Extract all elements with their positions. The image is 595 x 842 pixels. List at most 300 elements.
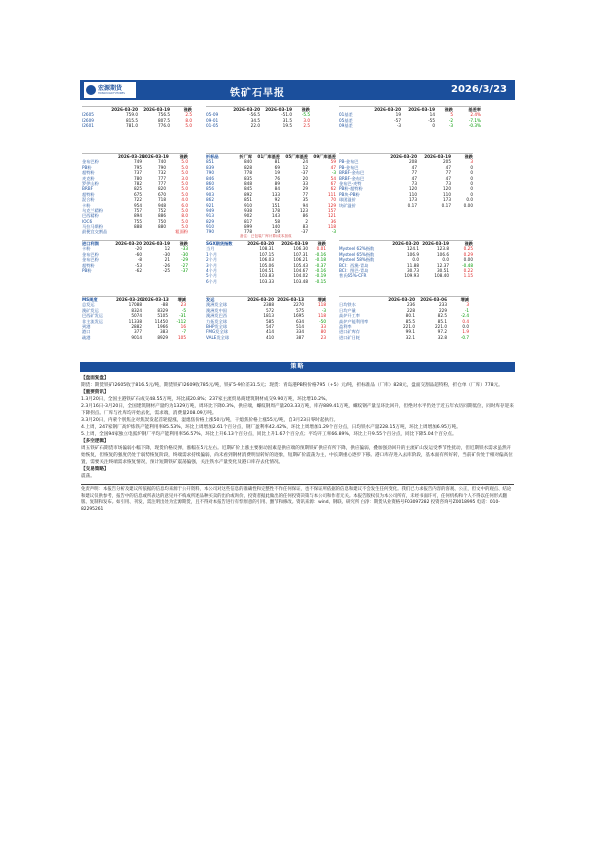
table-header-cell: 2026-03-19: [422, 241, 449, 246]
table-cell: BCI：图巴-青岛: [339, 267, 369, 273]
table-header-cell: 05厂库基差: [285, 154, 308, 159]
table-cell: 99.1: [405, 329, 415, 335]
table-cell: 09基差: [339, 123, 353, 129]
table-cell: 高炉开工率: [339, 313, 360, 319]
table-cell: 0.25: [463, 246, 473, 252]
news-item: 1.3月20日，全国主港铁矿石成交48.55万吨，环比减20.8%；237家主流贸易商建筑钢材成交9.90万吨，环比增10.2%。: [81, 397, 331, 402]
table-cell: 5.0: [181, 170, 188, 176]
table-cell: 0.0: [466, 197, 473, 203]
table-cell: 817: [244, 218, 252, 224]
table-cell: 778: [244, 229, 252, 235]
table-cell: 力拓发全球: [206, 318, 227, 324]
table-cell: 5.0: [181, 164, 188, 170]
advice-title: 【交易策略】: [81, 467, 109, 472]
table-cell: 0: [470, 175, 473, 181]
table-cell: 8.0: [181, 213, 188, 219]
table-cell: 756.5: [158, 112, 170, 118]
table-cell: 85.1: [437, 318, 447, 324]
table-cell: -5: [181, 307, 186, 313]
table-cell: 104.02: [293, 273, 308, 279]
table-cell: 0.00: [463, 257, 473, 263]
table-cell: BRBF-金布巴: [339, 175, 365, 181]
table-cell: -0.3%: [468, 123, 481, 129]
table-cell: 77: [411, 170, 417, 176]
table-cell: 547: [266, 323, 274, 329]
table-cell: -37: [181, 267, 188, 273]
table-row: [339, 203, 473, 208]
table-header-cell: 涨跌: [317, 241, 326, 246]
view-text: 周五铁矿石期货市场偏弱小幅下降，现货价格反弹，涨幅在5元左右。近期矿价上涨主要驱动因素是供应端的预期铁矿供应有所下降，供应偏弱，叠加强劲回升的主流矿山发运受季节性扰动，但近期铁水需求虽然开始恢复，但恢复的强度仍处于弱势恢复阶段，终端需求持续偏弱，尚未看到钢材消费明显转好的迹象，短期矿价震荡为主，中长期重心逐步下移。港口库存进入去库阶段，基本面有所好转，当前矿价处于相对偏高位置，需要关注终端需求恢复情况，预计短期铁矿震荡偏强，关注铁水产量变化及港口库存去化情况。: [81, 446, 513, 465]
logo-text: 宏源期货: [98, 84, 123, 92]
table-cell: 6个月: [206, 278, 218, 284]
table-cell: 73: [445, 180, 451, 186]
table-header-cell: 2026-03-13: [142, 297, 169, 302]
table-cell: 港口: [82, 329, 91, 335]
table-cell: 732: [158, 170, 166, 176]
table-cell: 20: [302, 175, 308, 181]
table-cell: 97.2: [437, 329, 447, 335]
table-cell: 107.31: [293, 251, 308, 257]
table-cell: 910: [206, 224, 214, 230]
table-cell: 2.4%: [470, 112, 481, 118]
table-cell: 752: [158, 207, 166, 213]
table-cell: 105.06: [259, 262, 274, 268]
table-cell: 228: [407, 307, 415, 313]
table-cell: 5.0: [181, 180, 188, 186]
table-cell: PB粉: [82, 164, 92, 170]
table-row: [82, 229, 188, 234]
news-item: 2.3月16日-3月20日，全国建筑钢材产量约为1329万吨，周环比下降0.3%，供应端，螺纹钢周产量203.33万吨，库存889.41万吨，螺纹钢产量呈环比回升，但绝对水平仍处于近五年农历同期低位，同时库存迎来下降拐点。厂库与社库均开始去化，需求端，消费量208.09万吨。: [81, 404, 514, 416]
table-cell: -29: [181, 257, 188, 263]
table-cell: 1.15: [463, 273, 473, 279]
table-cell: 938: [244, 207, 252, 213]
table-cell: -0.48: [462, 262, 473, 268]
table-cell: 非主流发运: [82, 318, 103, 324]
table-cell: 108.40: [434, 273, 449, 279]
table-cell: PB-金布巴: [339, 164, 359, 170]
import-profit-table: [82, 240, 188, 273]
table-cell: 851: [206, 159, 214, 165]
table-header-cell: 涨跌: [444, 107, 453, 112]
table-header-cell: 2026-03-19: [424, 154, 451, 159]
table-cell: -30: [163, 251, 170, 257]
table-cell: 47: [445, 175, 451, 181]
table-cell: 140: [272, 224, 280, 230]
table-cell: [118, 229, 142, 234]
table-cell: -55: [428, 117, 435, 123]
table-row: [206, 123, 310, 128]
table-cell: -60: [135, 251, 142, 257]
table-cell: 混合粉: [82, 197, 95, 203]
table-header-cell: 2026-03-20: [118, 154, 145, 159]
table-cell: Mysteel 65%指数: [339, 251, 375, 257]
table-cell: 124.1: [407, 246, 419, 252]
table-cell: 6.0: [181, 202, 188, 208]
table-cell: 59: [330, 159, 336, 165]
table-cell: 乌克兰精粉: [82, 207, 103, 213]
news-item: 3.3月20日，内蒙个别焦企对焦炭发起首轮提涨，湿熄焦价格上涨50元/吨，干熄焦价格上涨55元/吨，自3月23日零时起执行。: [81, 418, 339, 423]
table-cell: 80.1: [405, 313, 415, 319]
table-cell: 日均铁水: [339, 302, 356, 308]
table-cell: 820: [158, 186, 166, 192]
table-header-cell: SGX期货指数: [206, 241, 233, 246]
table-cell: 81: [274, 159, 280, 165]
table-header-cell: 09厂库基差: [313, 154, 336, 159]
table-cell: 超特粉: [82, 191, 95, 197]
table-cell: 32.8: [437, 334, 447, 340]
table-header-cell: 基差率: [468, 107, 481, 112]
table-cell: 5.0: [181, 224, 188, 230]
table-cell: 总发运: [82, 302, 95, 308]
table-cell: 107.15: [259, 251, 274, 257]
table-cell: 5.0: [181, 186, 188, 192]
table-cell: 740: [158, 159, 166, 165]
table-cell: 634: [296, 318, 304, 324]
table-header-cell: 增减: [177, 297, 186, 302]
table-cell: 块矿溢价: [339, 202, 356, 208]
table-cell: 825: [134, 186, 142, 192]
table-cell: 902: [244, 213, 252, 219]
table-cell: -2.4: [460, 313, 469, 319]
table-cell: 3: [466, 302, 469, 308]
table-cell: 737: [134, 170, 142, 176]
table-cell: 0.00: [463, 202, 473, 208]
table-cell: 14: [429, 112, 435, 118]
table-cell: -50: [319, 318, 326, 324]
table-cell: 77: [445, 170, 451, 176]
table-cell: 8929: [157, 334, 168, 340]
table-header-cell: 2026-03-19: [265, 107, 292, 112]
table-cell: PB-金布巴: [339, 159, 359, 165]
table-cell: 8324: [131, 307, 142, 313]
table-cell: 76: [274, 175, 280, 181]
table-cell: 892: [244, 191, 252, 197]
sgx-index-table: [206, 240, 326, 284]
table-cell: 47: [330, 164, 336, 170]
table-cell: 0.29: [463, 251, 473, 257]
table-cell: -0.37: [315, 262, 326, 268]
table-cell: 575: [296, 307, 304, 313]
table-cell: 0.0: [462, 323, 469, 329]
table-cell: -56.5: [249, 112, 260, 118]
table-cell: -30: [181, 251, 188, 257]
table-cell: 19: [395, 112, 401, 118]
table-cell: -20: [135, 246, 142, 252]
basis-table: [339, 106, 481, 129]
table-cell: 卡粉: [82, 246, 91, 252]
table-cell: 0: [470, 180, 473, 186]
table-cell: 4.0: [181, 197, 188, 203]
advice-text: 震荡。: [81, 474, 95, 479]
table-cell: 89: [274, 180, 280, 186]
table-cell: -3: [448, 123, 453, 129]
table-cell: 221.0: [403, 323, 415, 329]
table-cell: 118: [318, 302, 326, 308]
table-cell: 143: [272, 213, 280, 219]
table-header-cell: 增减: [317, 297, 326, 302]
table-cell: 862: [206, 197, 214, 203]
table-cell: 62: [330, 186, 336, 192]
table-cell: 104.51: [259, 267, 274, 273]
report-page: [80, 80, 515, 513]
table-cell: -51.0: [281, 112, 292, 118]
table-cell: 377: [134, 329, 142, 335]
table-cell: 514: [296, 323, 304, 329]
disclaimer: 免责声明：本报告分析及建议所依据的信息均来源于公开资料，本公司对这些信息的准确性和完整性不作任何保证，也不保证所依据的信息和建议不会发生任何变化。我们已力求报告内容的客观、公正，但文中的观点、结论和建议仅供参考，报告中的信息或所表达的意见并不构成所述品种买卖的出价或询价，投资者据此做出的任何投资决策与本公司和作者无关。本报告版权仅为本公司所有，未经书面许可，任何机构和个人不得以任何形式翻版、复制和发布。如引用、刊发，需注明出处为宏源期货，且不得对本报告进行有悖原意的引用、删节和修改。资讯来源：wind、钢联、研究所 白净：期货从业资格号F03097282 投资咨询号Z0018995 电话：010-82295261: [81, 484, 514, 513]
table-cell: -0.15: [315, 278, 326, 284]
table-cell: 当月: [206, 246, 215, 252]
table-header-cell: 2026-03-20: [233, 107, 260, 112]
table-cell: 35: [302, 197, 308, 203]
table-cell: -37: [301, 170, 308, 176]
table-cell: 进口矿库存: [339, 329, 360, 335]
table-cell: -0.19: [315, 273, 326, 279]
table-cell: 888: [134, 224, 142, 230]
table-cell: 835: [244, 175, 252, 181]
table-cell: 110: [409, 191, 417, 197]
table-cell: 34.5: [250, 117, 260, 123]
table-cell: BRBF: [82, 186, 94, 192]
table-cell: 229: [439, 307, 447, 313]
table-cell: 383: [160, 329, 168, 335]
table-cell: BCI：西澳-青岛: [339, 262, 369, 268]
table-cell: 120: [409, 186, 417, 192]
table-cell: 2: [305, 218, 308, 224]
table-cell: 8.0: [185, 117, 192, 123]
table-cell: -25: [163, 267, 170, 273]
table-cell: 盈利率: [339, 323, 352, 329]
table-cell: 1695: [293, 313, 304, 319]
table-cell: 23: [320, 334, 326, 340]
table-cell: 82.5: [437, 313, 447, 319]
table-cell: 54: [330, 175, 336, 181]
table-cell: -27: [181, 262, 188, 268]
table-cell: I2609: [82, 117, 94, 123]
table-cell: 778: [244, 170, 252, 176]
table-cell: 106.9: [407, 251, 419, 257]
table-cell: 221.0: [435, 323, 447, 329]
table-cell: 卡粉: [82, 202, 91, 208]
table-row: [206, 335, 326, 340]
table-cell: 47: [411, 175, 417, 181]
table-cell: 104.67: [293, 267, 308, 273]
table-cell: -57: [394, 117, 401, 123]
table-cell: 828: [244, 164, 252, 170]
table-cell: 5074: [131, 313, 142, 319]
table-cell: 106.30: [293, 246, 308, 252]
table-cell: BRBF-金布巴: [339, 170, 365, 176]
table-cell: 9014: [131, 334, 142, 340]
table-cell: 金布巴粉: [82, 251, 99, 257]
table-header-cell: 2026-03-20: [116, 297, 143, 302]
table-cell: 94: [302, 202, 308, 208]
table-cell: 5.0: [181, 159, 188, 165]
steel-table: [339, 296, 469, 340]
strategy-text: [80, 372, 515, 513]
price-index-table: [339, 240, 473, 279]
table-cell: 日均产量: [339, 307, 356, 313]
table-header-cell: 01厂库基差: [257, 154, 280, 159]
table-cell: 0.22: [463, 267, 473, 273]
table-cell: 0.17: [407, 202, 417, 208]
table-cell: -8: [137, 257, 142, 263]
table-cell: 913: [206, 213, 214, 219]
table-cell: 澳洲发巴西: [206, 313, 227, 319]
table-cell: 澳矿发运: [82, 307, 99, 313]
table-cell: 77: [302, 191, 308, 197]
table-cell: BHP发全球: [206, 323, 228, 329]
table-cell: 233: [439, 302, 447, 308]
table-cell: 09-01: [206, 117, 219, 123]
table-cell: 5.0: [181, 218, 188, 224]
table-header-cell: 涨跌: [464, 241, 473, 246]
table-cell: 782: [134, 180, 142, 186]
table-cell: -26: [163, 262, 170, 268]
report-title: 铁矿石早报: [230, 88, 285, 99]
table-row: [339, 335, 469, 340]
table-cell: -3: [331, 170, 336, 176]
table-cell: 86: [302, 213, 308, 219]
table-cell: 0.4: [462, 318, 469, 324]
table-cell: 粗面粉: [175, 229, 188, 235]
table-header-cell: 2026-03-20: [115, 241, 142, 246]
table-cell: 0.0: [442, 257, 449, 263]
report-header: [80, 80, 515, 100]
table-cell: 173: [443, 197, 451, 203]
table-cell: -33: [181, 246, 188, 252]
table-cell: 856: [206, 186, 214, 192]
table-header-cell: 2026-03-19: [143, 241, 170, 246]
table-header-cell: 涨跌: [183, 107, 192, 112]
data-tables: [80, 100, 515, 362]
table-cell: 0: [432, 123, 435, 129]
table-cell: 19: [274, 170, 280, 176]
table-cell: 05基差: [339, 117, 353, 123]
table-cell: 2.5: [303, 123, 310, 129]
table-cell: I2601: [82, 123, 94, 129]
table-header-cell: 2026-03-20: [247, 297, 274, 302]
table-cell: 106.03: [259, 257, 274, 263]
table-cell: 超特粉: [82, 170, 95, 176]
table-cell: 0.0: [412, 257, 419, 263]
table-cell: 840: [244, 159, 252, 165]
table-cell: -0.16: [315, 267, 326, 273]
table-cell: 572: [266, 307, 274, 313]
table-cell: 777: [158, 180, 166, 186]
table-cell: -3: [321, 307, 326, 313]
table-cell: 30.73: [407, 267, 419, 273]
table-cell: 36: [330, 218, 336, 224]
table-cell: 103.33: [259, 278, 274, 284]
view-title: 【多空逻辑】: [81, 439, 109, 444]
table-cell: 236: [407, 302, 415, 308]
table-header-cell: 2026-03-19: [142, 154, 169, 159]
table-cell: 普氏65%-CFR: [339, 273, 367, 279]
table-cell: 巴西矿发运: [82, 313, 103, 319]
table-cell: -2: [448, 117, 453, 123]
table-cell: 755: [134, 218, 142, 224]
table-cell: 121: [328, 213, 336, 219]
table-cell: 高炉产能利用率: [339, 318, 369, 324]
table-cell: -7.1%: [468, 117, 481, 123]
table-cell: FMG发全球: [206, 329, 228, 335]
table-cell: 2388: [263, 302, 274, 308]
table-cell: 01-05: [206, 123, 219, 129]
table-header-cell: 折标品: [206, 154, 219, 159]
logo-mark-icon: [86, 85, 96, 95]
table-cell: 178: [272, 207, 280, 213]
table-cell: 106.21: [293, 257, 308, 263]
table-cell: 894: [134, 213, 142, 219]
table-cell: 414: [266, 329, 274, 335]
table-row: [82, 335, 186, 340]
table-cell: 马拉马斯粉: [82, 224, 103, 230]
table-cell: 0: [470, 170, 473, 176]
warrant-note: 备注：已包装厂库计算/成本加成: [240, 234, 292, 238]
table-cell: Mysteel 62%指数: [339, 246, 375, 252]
table-cell: -3: [331, 229, 336, 235]
table-cell: 722: [134, 197, 142, 203]
table-header-cell: 2026-03-20: [374, 107, 401, 112]
table-cell: 757: [134, 207, 142, 213]
table-header-cell: 增减: [460, 297, 469, 302]
table-cell: 585: [266, 318, 274, 324]
table-cell: 2.5: [185, 112, 192, 118]
table-cell: 最便宜交割品: [82, 229, 108, 235]
table-cell: 848: [244, 180, 252, 186]
table-cell: 157: [328, 207, 336, 213]
table-row: [339, 123, 481, 128]
table-cell: 12.37: [437, 262, 449, 268]
table-cell: 19: [274, 229, 280, 235]
spot-price-table: [82, 153, 188, 235]
table-cell: 69: [274, 164, 280, 170]
table-cell: 1966: [157, 323, 168, 329]
table-header-cell: 进口利润: [82, 241, 99, 246]
table-row: [82, 123, 192, 128]
table-cell: 3个月: [206, 262, 218, 268]
table-cell: 67: [330, 180, 336, 186]
table-cell: 846: [206, 175, 214, 181]
market-title: 【盘面复盘】: [81, 376, 109, 381]
table-cell: 3.0: [181, 175, 188, 181]
table-header-cell: 涨跌: [464, 154, 473, 159]
table-cell: 829: [206, 218, 214, 224]
table-cell: 948: [158, 202, 166, 208]
table-cell: 19.5: [282, 123, 292, 129]
table-cell: -7: [181, 329, 186, 335]
table-cell: 1个月: [206, 251, 218, 257]
table-cell: 949: [206, 207, 214, 213]
table-cell: 111: [328, 191, 336, 197]
table-header-cell: 2026-03-20: [247, 241, 274, 246]
table-header-cell: MS周度: [82, 297, 98, 302]
news-item: 4.上周，247家钢厂高炉炼铁产能利用率85.53%，环比上周增加2.61个百分点，钢厂盈利率42.42%，环比上周增加1.29个百分点，日均铁水产量228.15万吨，环比上周增加6.95万吨。: [81, 425, 461, 430]
table-cell: 675: [134, 191, 142, 197]
table-cell: 954: [134, 202, 142, 208]
table-cell: 17088: [128, 302, 142, 308]
table-cell: 47: [445, 164, 451, 170]
table-cell: 105: [178, 334, 186, 340]
table-cell: 8329: [157, 307, 168, 313]
table-cell: 410: [266, 334, 274, 340]
table-cell: 47: [411, 164, 417, 170]
table-cell: -0.7: [460, 334, 469, 340]
table-header-cell: 2026-03-19: [408, 107, 435, 112]
table-cell: 30.51: [437, 267, 449, 273]
table-cell: 845: [244, 186, 252, 192]
table-cell: 120: [443, 186, 451, 192]
